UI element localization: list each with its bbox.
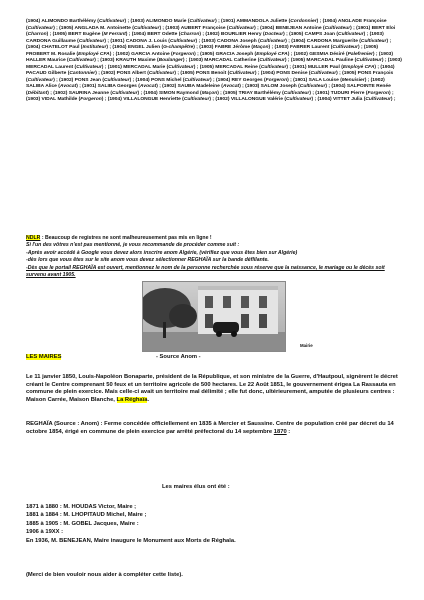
profession-label: Cultivateur [183,97,210,102]
person-entry: ) ; (1901) AMMANDOLA Juliette ( [215,19,291,24]
person-entry: ) ; (1902) GARCIA Antoine ( [109,51,173,57]
person-entry: ) ; (1904) ENGEL Julien ( [106,45,164,50]
profession-label: Cultivateur [229,71,255,76]
person-entry: ) ; (1904) BERT Odette ( [125,32,181,37]
profession-label: Employé CFA [78,51,110,57]
profession-label: Cultivateur [112,90,138,96]
section-heading [26,354,201,360]
person-entry: ) ; (1905) TRIAY Barthélémy ( [217,90,284,96]
profession-label: Cultivateur [168,64,194,70]
year-underlined: 1870 [273,428,287,435]
profession-label: Cultivateur [27,25,54,31]
profession-label: Palefrenier [347,51,373,57]
person-entry: ) ; (1905) CAMPS Joan ( [283,32,339,37]
person-entry: ) ; (1903) FABRER Laurent ( [268,45,333,50]
profession-label: Cultivateur [365,97,391,102]
profession-label: Cordonnier [290,19,317,24]
profession-label: Cultivateur [332,45,358,50]
profession-label: Cultivateur [189,19,216,24]
profession-label: Maçon [253,45,269,50]
profession-label: Cultivateur [104,77,130,83]
person-entry: ) ; (1904) CARDONA Marguerite ( [285,38,361,44]
person-entry: ) ; (1904) SIMON Raymond ( [137,90,202,96]
mayors-intro: Les maires élus ont été : [162,484,230,490]
person-entry: ) ; (1905) MARCADAL Pauline ( [284,58,357,63]
person-entry: ) ; [390,97,396,102]
person-entry: ) ; (1901) BERT Eloi ( [26,25,396,37]
person-entry: ) ; (1904) SALPOINTE Renée ( [26,84,391,96]
profession-label: Cultivateur [76,64,102,70]
profession-label: Cultivateur [286,97,312,102]
profession-label: Docteur [264,32,284,37]
photo-caption: Mairie [300,343,313,348]
profession-label: M Ferrant [103,32,126,37]
person-entry: ) ; (1903) SALOM Joseph ( [239,84,300,89]
person-entry: ) ; (1902) VILLALONGUE Valérie ( [209,97,286,102]
person-entry: ) ; (1903) AUBERT Françoise ( [159,25,229,31]
profession-label: Forgeron [367,90,389,96]
town-hall-photo [142,281,286,352]
person-entry: ) ; (1905) GRACIA Joseph ( [194,51,257,57]
person-entry: ) ; (1901) SALIBA Georges ( [76,84,140,89]
profession-label: Menuisier [341,77,365,83]
list-item: 1906 à 19XX : [26,529,64,536]
list-item: 1885 à 1905 : M. GOBEL Jacques, Maire : [26,520,139,527]
profession-label: Charron [27,32,47,37]
profession-label: Cultivateur [360,38,387,44]
profession-label: Cultivateur [98,19,125,24]
history-paragraph [26,374,404,404]
profession-label: Cultivateur [68,58,95,63]
profession-label: Cultivateur [78,38,105,44]
person-entry: ) ; (1904) BENEJEAN Antoine ( [254,25,325,31]
person-entry: ) ; (1905) MERCADAL Reine ( [193,64,261,70]
person-entry: ) ; (1903) CADONA Joseph ( [195,38,260,44]
profession-label: Débitant [27,90,48,96]
person-entry: ) ; (1904) PONS Michel ( [129,77,185,83]
profession-label: Cultivateur [310,71,337,76]
profession-label: Cultivateur [324,25,351,31]
person-entry: ) ; (1904) VITTET Julia ( [311,97,366,102]
person-entry: ) ; (1902) SAURINA Jeanne ( [47,90,112,96]
ndlr-line5: -Dès que le portail REGHAÏA est ouvert, mentionnez le nom de la personne recherchée sous réserve que la naissance, le mariage ou le décès soit survenu avant 1905. [26,264,385,279]
person-entry: ) ; (1904) PACAUD Gilberte ( [26,64,395,76]
ndlr-tag: NDLR [26,235,41,241]
profession-label: Boulanger [158,58,183,63]
profession-label: Cultivateur [148,71,175,76]
profession-label: Cultivateur [356,58,382,63]
list-item: 1881 à 1884 : M. LHOPITAUD Michel, Maire ; [26,512,147,519]
profession-label: Cultivateur [27,77,54,83]
profession-label: Cultivateur [299,84,326,89]
ndlr-line1: : Beaucoup de registres ne sont malheureusement pas mis en ligne ! [40,235,212,241]
person-entry: (1904) ALIMONDO Barthélémy ( [26,19,99,24]
person-list [26,19,402,104]
profession-label: Avocat [139,84,157,89]
person-entry: ) ; (1902) BOURLIER Henry ( [199,32,265,37]
profession-label: Employé CFA [342,64,375,70]
person-entry: ) ; (1904) CHATELOT Paul ( [26,38,392,50]
person-entry: ) ; (1905) ANGLADA M. Antoinette ( [53,25,134,31]
person-entry: ) ; (1902) PONS Jean ( [53,77,105,83]
person-entry: ) ; (1904) VILLALONGUE Henriette ( [101,97,184,102]
person-entry: ) ; (1903) VIDAL Mathilde ( [26,90,394,102]
person-entry: ) ; (1901) MULLER Paul ( [286,64,343,70]
person-entry: ) ; (1902) SAUBA Madeleine ( [156,84,223,89]
reghaia-paragraph [26,421,404,436]
ndlr-line2: Si l'un des vôtres n'est pas mentionné, je vous recommande de procéder comme suit : [26,242,240,249]
profession-label: Instituteur [82,45,107,50]
town-name-highlight: La Réghaïa [116,396,148,403]
profession-label: Avocat [59,84,77,89]
profession-label: Cultivateur [259,58,285,63]
list-item: 1871 à 1880 : M. HOUDAS Victor, Maire ; [26,504,137,510]
person-entry: ) ; (1901) TUDURI Pierre ( [309,90,368,96]
profession-label: Cultivateur [133,25,160,31]
section-title: LES MAIRES [26,354,62,360]
profession-label: Forgeron [265,77,288,83]
profession-label: Cultivateur [169,38,196,44]
profession-label: Employé CFA [256,51,288,57]
person-entry: ) ; (1903) CARDONA Guillaume ( [26,32,384,44]
reghaia-end: : [286,428,291,435]
person-entry: ) ; (1905) PONS Benoit ( [174,71,230,76]
profession-label: G-champêtre [163,45,194,50]
reghaia-text: REGHAÏA (Source : Anom) : Ferme concédée officiellement en 1835 à Mercier et Saussine. Centre de population créé par décret du 14 octobre 1854, érigé en commune de plein exercice par arrêté préfectoral du 14 septembre [26,421,394,435]
person-entry: ) ; (1904) PONS Denise ( [254,71,311,76]
history-text: Le 11 janvier 1850, Louis-Napoléon Bonaparte, président de la République, et son ministre de la Guerre, d'Hautpoul, signèrent le décret créant le Centre comprenant 50 feux et un territoire agricole de 500 hectares. Le 22 Août 1851, le gouvernement érigea La Rassauta en commune de plein exercice. Mais celle-ci avait un territoire mal délimité ; elle fut donc, ultérieurement, amputée de plusieurs centres : Maison Carrée, Maison Blanche, [26,374,398,403]
ndlr-line4: -dès lors que vous êtes sur le site anom vous devez sélectionner REGHAÏA sur la bande déflilante. [26,257,269,264]
profession-label: Cultivateur [259,38,286,44]
person-entry: ) ; (1903) FABRE Jérôme ( [193,45,254,50]
person-entry: ) ; (1902) GESMIA Désiré ( [287,51,348,57]
profession-label: Cultivateur [184,77,211,83]
profession-label: Cultivateur [228,25,255,31]
person-entry: ) ; (1901) MERCADAL Marie ( [101,64,169,70]
section-source: - Source Anom - [156,354,201,360]
person-entry: ) ; (1903) HALLER Maurice ( [26,51,394,63]
person-entry: ) ; (1903) MERCADAL Laurent ( [26,58,402,70]
ndlr-note [26,235,402,279]
profession-label: Avocat [222,84,240,89]
profession-label: Cultivateur [283,90,310,96]
person-entry: ) ; (1903) ALIMONDO Marie ( [124,19,190,24]
profession-label: Cultivateur [338,32,364,37]
profession-label: Maçon [201,90,218,96]
mayor-list [26,503,236,545]
person-entry: ) ; (1905) FROBERT M. Rosalie ( [26,45,379,57]
person-entry: ) ; (1903) MARCADAL Catherine ( [182,58,260,63]
person-entry: ) ; (1905) PONS François ( [26,71,394,83]
list-item: En 1936, M. BENEJEAN, Maire inaugure le Monument aux Morts de Réghaïa. [26,537,236,544]
person-entry: ) ; (1901) SALA Louise ( [287,77,342,83]
person-entry: ) ; (1903) KRAUTH Maxime ( [94,58,159,63]
person-entry: ) ; (1904) ANGLADE Françoise ( [26,19,387,31]
person-entry: ) ; (1905) BERT Eugène ( [46,32,104,37]
profession-label: Forgeron [172,51,195,57]
profession-label: Cantonnier [69,71,96,76]
help-request: (Merci de bien vouloir nous aider à compléter cette liste). [26,572,183,578]
history-end: . [147,396,150,403]
ndlr-line3: -Après avoir accédé à Google vous devez alors inscrire anom Algérie, (vérifiez que vous êtes bien sur Algérie) [26,249,298,256]
person-entry: ) ; (1901) CADONA J. Louis ( [104,38,170,44]
person-entry: ) ; (1902) SALIBA Alice ( [26,77,385,89]
person-entry: ) ; (1902) PONS Albert ( [95,71,149,76]
person-entry: ) ; (1904) REY Georges ( [210,77,266,83]
profession-label: Cultivateur [260,64,287,70]
profession-label: Charron [180,32,200,37]
profession-label: Forgeron [80,97,102,102]
